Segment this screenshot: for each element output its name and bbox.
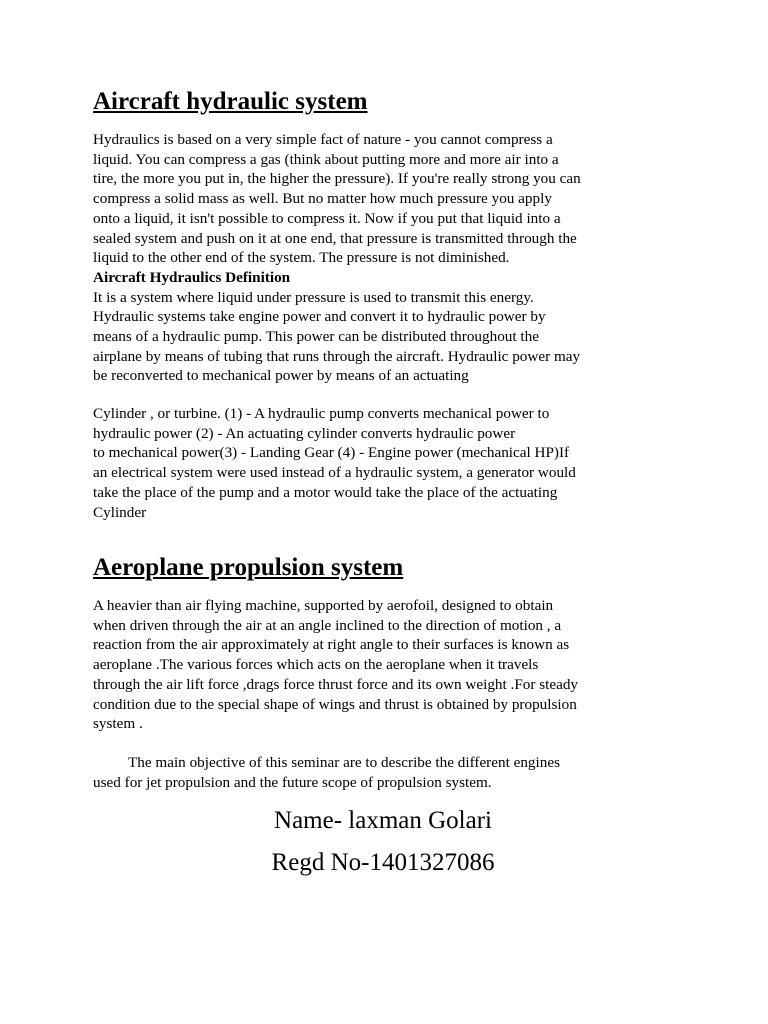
text-line: liquid. You can compress a gas (think about putting more and more air into a: [93, 150, 559, 168]
text-line: liquid to the other end of the system. The pressure is not diminished.: [93, 249, 510, 267]
hydraulic-cylinder-paragraph: [93, 404, 683, 522]
text-line: take the place of the pump and a motor would take the place of the actuating: [93, 483, 558, 501]
text-line: an electrical system were used instead of a hydraulic system, a generator would: [93, 464, 576, 482]
registration-number: Regd No-1401327086: [271, 849, 495, 876]
section-title-hydraulic: Aircraft hydraulic system: [93, 88, 368, 115]
text-line: Hydraulic systems take engine power and convert it to hydraulic power by: [93, 308, 546, 326]
text-line: Hydraulics is based on a very simple fact of nature - you cannot compress a: [93, 131, 553, 148]
propulsion-body-paragraph: [93, 596, 683, 734]
text-line: airplane by means of tubing that runs through the aircraft. Hydraulic power may: [93, 347, 581, 365]
text-line: used for jet propulsion and the future scope of propulsion system.: [93, 773, 492, 791]
text-line: onto a liquid, it isn't possible to compress it. Now if you put that liquid into a: [93, 209, 561, 227]
text-line: compress a solid mass as well. But no matter how much pressure you apply: [93, 190, 552, 208]
hydraulic-intro-paragraph: [93, 130, 683, 386]
text-line: aeroplane .The various forces which acts on the aeroplane when it travels: [93, 656, 539, 674]
text-line: sealed system and push on it at one end, that pressure is transmitted through the: [93, 229, 577, 247]
propulsion-objective-paragraph: [93, 753, 683, 792]
text-line: through the air lift force ,drags force thrust force and its own weight .For steady: [93, 675, 579, 693]
author-name: Name- laxman Golari: [274, 807, 492, 834]
section-title-propulsion: Aeroplane propulsion system: [93, 554, 404, 581]
text-line: be reconverted to mechanical power by means of an actuating: [93, 367, 469, 385]
text-line: reaction from the air approximately at right angle to their surfaces is known as: [93, 636, 570, 654]
text-line: condition due to the special shape of wings and thrust is obtained by propulsion: [93, 695, 577, 713]
text-line: system .: [93, 715, 143, 733]
text-line: to mechanical power(3) - Landing Gear (4) - Engine power (mechanical HP)If: [93, 444, 570, 462]
text-line: when driven through the air at an angle inclined to the direction of motion , a: [93, 616, 562, 634]
text-line: The main objective of this seminar are to describe the different engines: [128, 754, 560, 771]
text-line: A heavier than air flying machine, supported by aerofoil, designed to obtain: [93, 597, 554, 614]
text-line: hydraulic power (2) - An actuating cylinder converts hydraulic power: [93, 424, 516, 442]
text-line: tire, the more you put in, the higher the pressure). If you're really strong you can: [93, 170, 581, 188]
text-line: Cylinder: [93, 503, 147, 521]
hydraulics-definition-subheading: Aircraft Hydraulics Definition: [93, 268, 291, 286]
text-line: means of a hydraulic pump. This power can be distributed throughout the: [93, 328, 539, 346]
text-line: It is a system where liquid under pressure is used to transmit this energy.: [93, 288, 534, 306]
text-line: Cylinder , or turbine. (1) - A hydraulic pump converts mechanical power to: [93, 405, 550, 422]
